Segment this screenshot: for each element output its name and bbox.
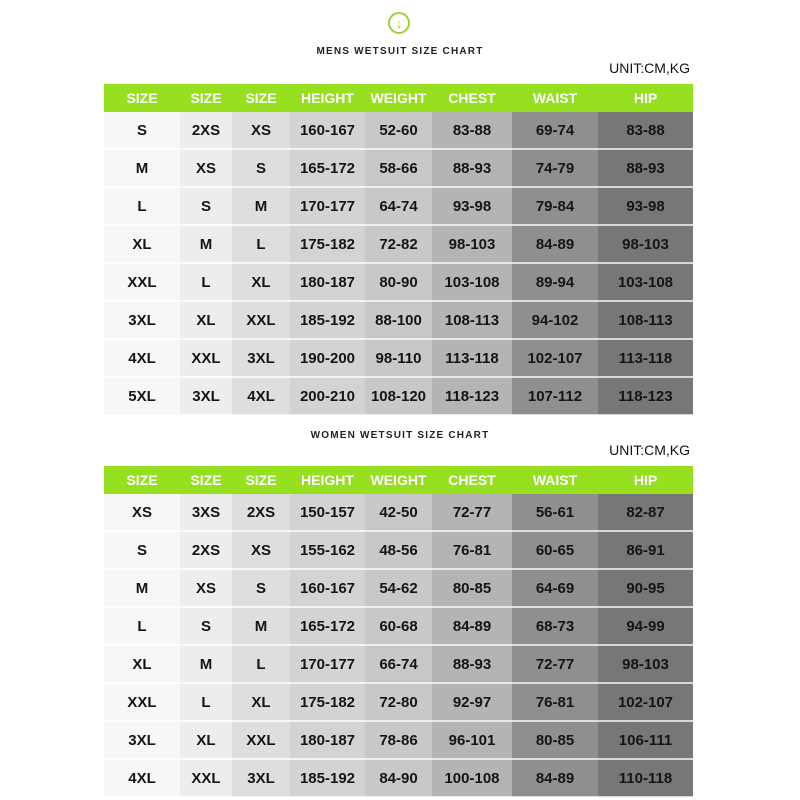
table-cell: 89-94 [512,263,598,301]
table-cell: 93-98 [432,187,512,225]
table-cell: 96-101 [432,721,512,759]
column-header: WAIST [512,84,598,112]
table-cell: L [104,607,180,645]
table-cell: 88-93 [432,149,512,187]
table-cell: S [180,187,232,225]
table-cell: XXL [104,683,180,721]
table-cell: 69-74 [512,112,598,149]
column-header: SIZE [232,466,290,494]
table-cell: 175-182 [290,683,365,721]
column-header: HIP [598,84,693,112]
mens-size-table [104,84,693,416]
table-cell: M [180,645,232,683]
table-cell: 76-81 [512,683,598,721]
table-cell: 42-50 [365,494,432,531]
table-cell: XS [180,569,232,607]
table-cell: XL [180,301,232,339]
column-header: WEIGHT [365,466,432,494]
table-cell: 90-95 [598,569,693,607]
table-cell: M [104,149,180,187]
table-cell: 118-123 [432,377,512,415]
mens-chart-title: MENS WETSUIT SIZE CHART [316,46,484,57]
table-cell: 200-210 [290,377,365,415]
table-cell: 60-68 [365,607,432,645]
table-cell: 4XL [104,759,180,797]
table-cell: 102-107 [598,683,693,721]
table-cell: 113-118 [432,339,512,377]
table-row [104,339,693,377]
table-cell: 72-82 [365,225,432,263]
table-row [104,225,693,263]
table-cell: 5XL [104,377,180,415]
table-cell: L [104,187,180,225]
table-cell: 84-90 [365,759,432,797]
column-header: CHEST [432,84,512,112]
column-header: HEIGHT [290,84,365,112]
table-cell: 98-103 [598,225,693,263]
table-cell: 185-192 [290,759,365,797]
column-header: HEIGHT [290,466,365,494]
table-cell: 118-123 [598,377,693,415]
table-cell: S [180,607,232,645]
table-cell: 88-93 [598,149,693,187]
table-cell: 3XL [104,301,180,339]
table-row [104,263,693,301]
table-cell: 76-81 [432,531,512,569]
table-cell: M [232,187,290,225]
table-row [104,377,693,415]
table-cell: 86-91 [598,531,693,569]
table-row [104,187,693,225]
table-cell: 2XS [232,494,290,531]
table-row [104,531,693,569]
table-cell: XL [180,721,232,759]
table-cell: 60-65 [512,531,598,569]
table-cell: XS [232,112,290,149]
table-cell: S [104,112,180,149]
table-cell: 58-66 [365,149,432,187]
table-cell: 107-112 [512,377,598,415]
table-cell: 54-62 [365,569,432,607]
table-cell: 108-120 [365,377,432,415]
table-cell: 165-172 [290,607,365,645]
table-cell: XXL [104,263,180,301]
table-cell: 103-108 [432,263,512,301]
table-cell: 100-108 [432,759,512,797]
table-cell: XXL [180,339,232,377]
table-cell: 108-113 [598,301,693,339]
table-header-row [104,84,693,112]
column-header: SIZE [104,84,180,112]
table-cell: 66-74 [365,645,432,683]
table-cell: 92-97 [432,683,512,721]
table-cell: 4XL [104,339,180,377]
table-cell: 64-74 [365,187,432,225]
table-cell: XL [232,263,290,301]
table-cell: 98-103 [432,225,512,263]
table-cell: M [180,225,232,263]
column-header: SIZE [180,466,232,494]
table-cell: XS [180,149,232,187]
table-cell: 2XS [180,531,232,569]
table-cell: 3XL [104,721,180,759]
column-header: CHEST [432,466,512,494]
table-cell: 160-167 [290,112,365,149]
table-row [104,494,693,531]
table-row [104,759,693,797]
table-cell: 160-167 [290,569,365,607]
table-cell: XL [104,225,180,263]
table-cell: 80-90 [365,263,432,301]
table-cell: 170-177 [290,645,365,683]
table-cell: 185-192 [290,301,365,339]
table-cell: 94-102 [512,301,598,339]
download-arrow-circle-icon: ↓ [388,12,410,34]
table-row [104,112,693,149]
table-cell: L [180,263,232,301]
table-cell: 3XL [232,759,290,797]
table-cell: 52-60 [365,112,432,149]
table-cell: 180-187 [290,721,365,759]
column-header: SIZE [180,84,232,112]
table-row [104,301,693,339]
table-cell: 48-56 [365,531,432,569]
table-cell: 56-61 [512,494,598,531]
table-cell: 74-79 [512,149,598,187]
table-row [104,149,693,187]
table-cell: 98-103 [598,645,693,683]
table-cell: XL [232,683,290,721]
mens-unit-label: UNIT:CM,KG [609,60,690,76]
table-cell: 88-93 [432,645,512,683]
table-cell: L [180,683,232,721]
table-row [104,569,693,607]
table-cell: 94-99 [598,607,693,645]
table-cell: S [232,149,290,187]
column-header: SIZE [104,466,180,494]
table-header-row [104,466,693,494]
table-cell: 175-182 [290,225,365,263]
table-cell: M [104,569,180,607]
table-cell: 72-80 [365,683,432,721]
table-cell: XS [104,494,180,531]
table-row [104,645,693,683]
women-chart-title: WOMEN WETSUIT SIZE CHART [310,430,490,441]
table-cell: 68-73 [512,607,598,645]
table-cell: 80-85 [512,721,598,759]
table-cell: 170-177 [290,187,365,225]
column-header: HIP [598,466,693,494]
table-cell: 113-118 [598,339,693,377]
table-cell: 2XS [180,112,232,149]
table-row [104,683,693,721]
table-cell: S [232,569,290,607]
column-header: SIZE [232,84,290,112]
table-cell: 83-88 [598,112,693,149]
table-cell: 84-89 [512,225,598,263]
table-cell: 3XS [180,494,232,531]
table-cell: L [232,225,290,263]
table-cell: 98-110 [365,339,432,377]
table-cell: 93-98 [598,187,693,225]
table-cell: M [232,607,290,645]
table-cell: 84-89 [432,607,512,645]
table-cell: 83-88 [432,112,512,149]
column-header: WAIST [512,466,598,494]
table-cell: 72-77 [432,494,512,531]
table-cell: 110-118 [598,759,693,797]
column-header: WEIGHT [365,84,432,112]
table-cell: 3XL [232,339,290,377]
table-cell: 150-157 [290,494,365,531]
table-cell: 82-87 [598,494,693,531]
table-cell: 64-69 [512,569,598,607]
table-cell: 155-162 [290,531,365,569]
table-cell: XL [104,645,180,683]
table-cell: 106-111 [598,721,693,759]
table-cell: S [104,531,180,569]
table-cell: 165-172 [290,149,365,187]
table-cell: 108-113 [432,301,512,339]
table-cell: 79-84 [512,187,598,225]
table-cell: 103-108 [598,263,693,301]
table-cell: 84-89 [512,759,598,797]
table-cell: 78-86 [365,721,432,759]
table-cell: 88-100 [365,301,432,339]
table-cell: L [232,645,290,683]
women-unit-label: UNIT:CM,KG [609,442,690,458]
women-size-table [104,466,693,798]
table-row [104,721,693,759]
table-cell: 4XL [232,377,290,415]
table-cell: 190-200 [290,339,365,377]
table-cell: XXL [180,759,232,797]
table-cell: XS [232,531,290,569]
table-cell: 3XL [180,377,232,415]
table-cell: 180-187 [290,263,365,301]
table-cell: 102-107 [512,339,598,377]
table-row [104,607,693,645]
table-cell: XXL [232,721,290,759]
table-cell: 80-85 [432,569,512,607]
table-cell: XXL [232,301,290,339]
table-cell: 72-77 [512,645,598,683]
